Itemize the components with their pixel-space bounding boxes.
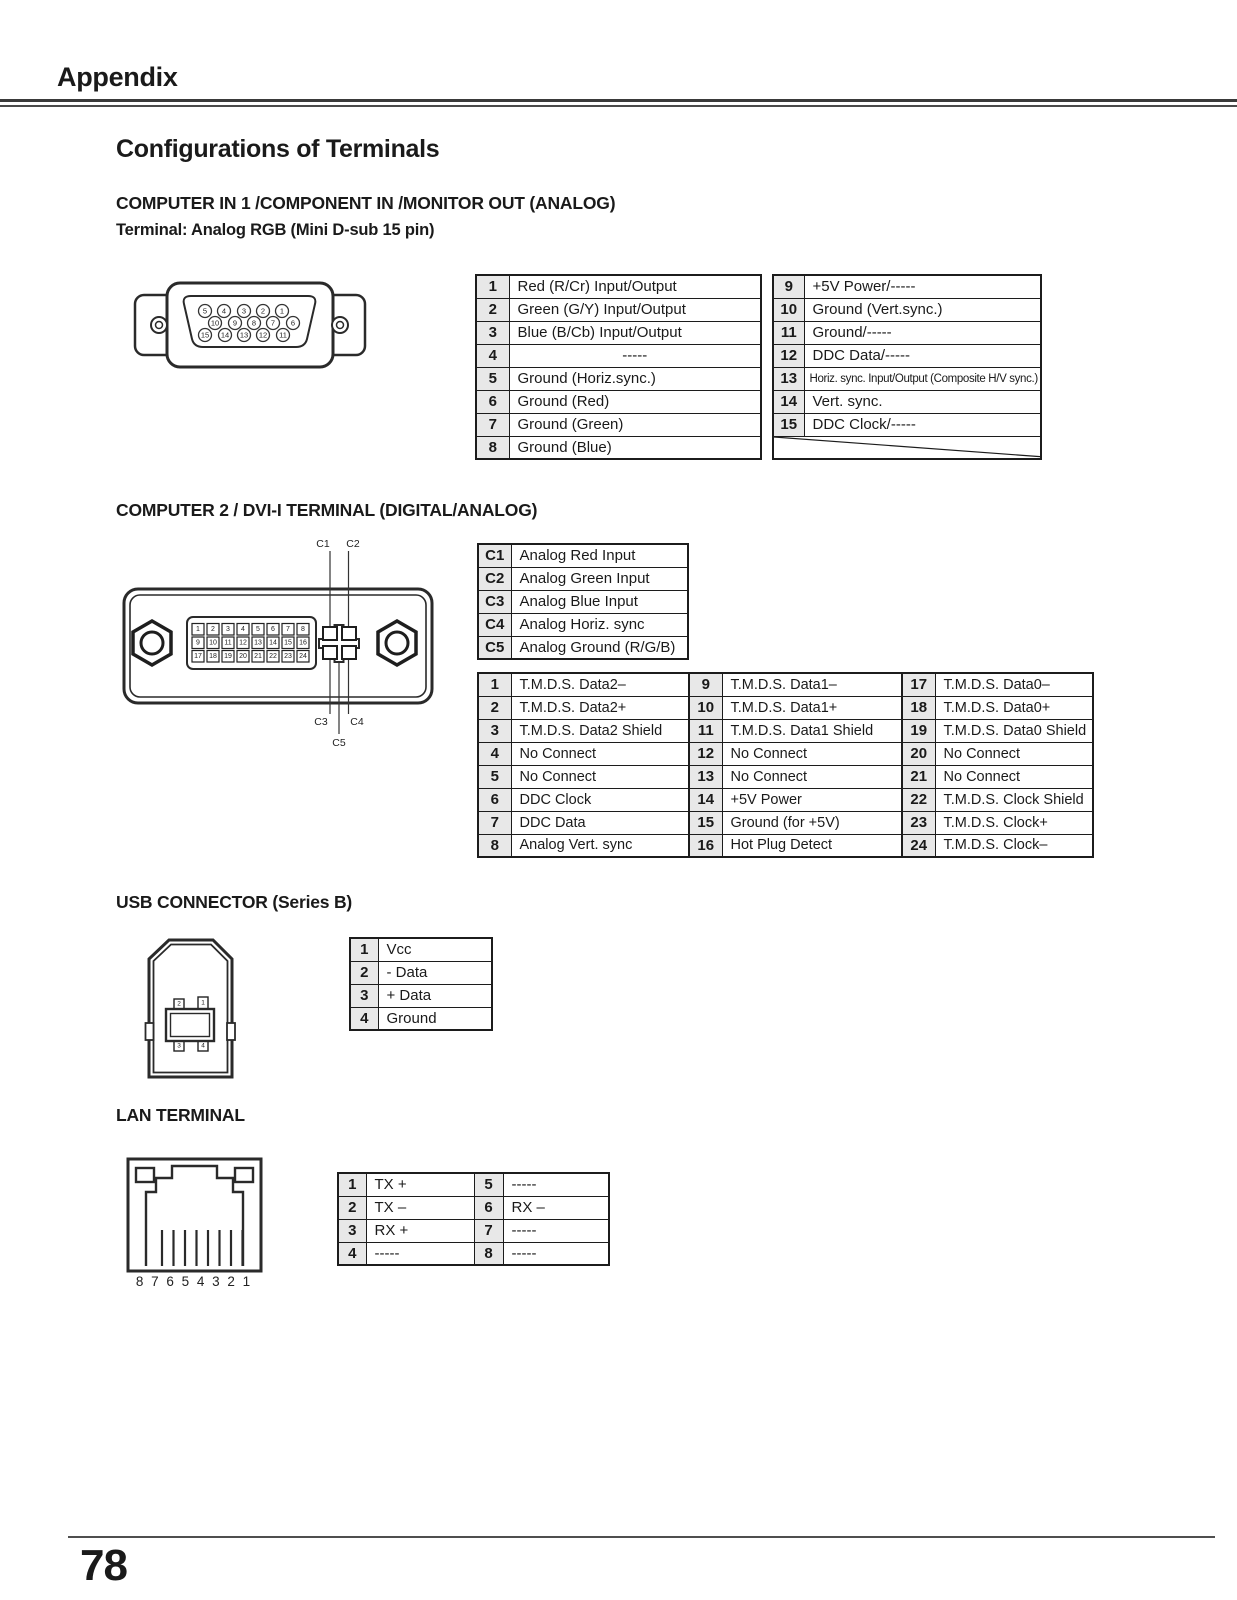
- svg-text:3: 3: [241, 306, 247, 316]
- pin-number: 20: [902, 742, 935, 765]
- table-row: [773, 413, 1041, 436]
- pin-label: Red (R/Cr) Input/Output: [509, 275, 761, 298]
- dsub-table-pins-9-15: [772, 274, 1042, 460]
- svg-text:11: 11: [224, 639, 232, 647]
- pin-label: +5V Power: [722, 788, 902, 811]
- pin-label: Analog Green Input: [511, 567, 688, 590]
- table-row: [478, 544, 688, 567]
- svg-text:14: 14: [269, 639, 277, 647]
- pin-number: 2: [476, 298, 509, 321]
- svg-text:4: 4: [201, 1042, 205, 1050]
- pin-label: Ground/-----: [804, 321, 1041, 344]
- pin-label: Analog Red Input: [511, 544, 688, 567]
- pin-number: 8: [474, 1242, 503, 1265]
- svg-text:1: 1: [196, 626, 200, 633]
- usb-side-notch-left: [146, 1023, 154, 1040]
- usb-side-notch-right: [227, 1023, 235, 1040]
- svg-text:1: 1: [279, 306, 285, 316]
- pin-number: 9: [689, 673, 722, 696]
- table-row-empty: [773, 436, 1041, 459]
- svg-text:1: 1: [201, 999, 205, 1007]
- pin-number: 7: [478, 811, 511, 834]
- dvi-pin-tables: [477, 672, 1094, 858]
- pin-label: Horiz. sync. Input/Output (Composite H/V sync.): [804, 367, 1041, 390]
- page-number: 78: [80, 1541, 127, 1590]
- table-row: [689, 765, 902, 788]
- diagonal-line: [774, 437, 1040, 459]
- table-row: [902, 788, 1093, 811]
- pin-label: T.M.D.S. Data2–: [511, 673, 689, 696]
- dsub-heading: COMPUTER IN 1 /COMPONENT IN /MONITOR OUT (ANALOG): [116, 193, 616, 213]
- pin-label: RX +: [366, 1219, 474, 1242]
- table-row: [338, 1242, 609, 1265]
- pin-label: TX +: [366, 1173, 474, 1196]
- pin-label: -----: [503, 1242, 609, 1265]
- pin-number: 15: [773, 413, 804, 436]
- pin-label: No Connect: [511, 765, 689, 788]
- usb-inner-block-inner: [171, 1014, 210, 1037]
- lan-latch-right: [235, 1168, 253, 1182]
- table-row: [478, 567, 688, 590]
- pin-number: 19: [902, 719, 935, 742]
- pin-number: 6: [474, 1196, 503, 1219]
- table-row: [478, 834, 689, 857]
- pin-number: 5: [476, 367, 509, 390]
- svg-text:4: 4: [241, 626, 245, 633]
- table-row: [478, 673, 689, 696]
- table-row: [478, 636, 688, 659]
- pin-label: No Connect: [935, 765, 1093, 788]
- dsub-table-pins-1-8: [475, 274, 762, 460]
- svg-text:6: 6: [271, 626, 275, 633]
- pin-number: 8: [476, 436, 509, 459]
- pin-label: T.M.D.S. Data0 Shield: [935, 719, 1093, 742]
- svg-text:20: 20: [239, 653, 247, 660]
- table-row: [773, 298, 1041, 321]
- pin-label: DDC Clock: [511, 788, 689, 811]
- pin-number: 9: [773, 275, 804, 298]
- usb-heading: USB CONNECTOR (Series B): [116, 892, 353, 912]
- svg-text:23: 23: [284, 653, 292, 660]
- pin-number: 23: [902, 811, 935, 834]
- table-row: [478, 696, 689, 719]
- header-rule-bottom: [0, 105, 1237, 107]
- pin-label: RX –: [503, 1196, 609, 1219]
- pin-label: T.M.D.S. Clock–: [935, 834, 1093, 857]
- pin-number: 7: [476, 413, 509, 436]
- table-row: [476, 344, 761, 367]
- dvi-connector-drawing: [115, 533, 450, 753]
- pin-label: Ground (Horiz.sync.): [509, 367, 761, 390]
- svg-text:19: 19: [224, 653, 232, 660]
- table-row: [478, 613, 688, 636]
- pin-number: 17: [902, 673, 935, 696]
- pin-number: 16: [689, 834, 722, 857]
- svg-text:21: 21: [254, 653, 262, 660]
- table-row: [476, 390, 761, 413]
- svg-text:9: 9: [196, 639, 200, 647]
- pin-label: Blue (B/Cb) Input/Output: [509, 321, 761, 344]
- pin-number: 4: [338, 1242, 366, 1265]
- table-row: [902, 834, 1093, 857]
- dvi-analog-table: [477, 543, 689, 660]
- pin-number: C2: [478, 567, 511, 590]
- svg-text:12: 12: [258, 330, 268, 340]
- pin-number: 4: [478, 742, 511, 765]
- table-row: [902, 719, 1093, 742]
- pin-number: C3: [478, 590, 511, 613]
- pin-number: 5: [478, 765, 511, 788]
- pin-label: No Connect: [722, 765, 902, 788]
- svg-text:15: 15: [200, 330, 210, 340]
- svg-text:15: 15: [284, 639, 292, 647]
- pin-number: 10: [773, 298, 804, 321]
- table-row: [350, 1007, 492, 1030]
- pin-number: 11: [689, 719, 722, 742]
- pin-number: 3: [478, 719, 511, 742]
- pin-number: 3: [338, 1219, 366, 1242]
- svg-text:14: 14: [220, 330, 230, 340]
- pin-label: T.M.D.S. Data1 Shield: [722, 719, 902, 742]
- svg-text:12: 12: [239, 639, 247, 647]
- pin-label: Vert. sync.: [804, 390, 1041, 413]
- svg-text:5: 5: [202, 306, 208, 316]
- pin-number: 10: [689, 696, 722, 719]
- pin-label: T.M.D.S. Data0–: [935, 673, 1093, 696]
- svg-text:2: 2: [260, 306, 266, 316]
- pin-label: TX –: [366, 1196, 474, 1219]
- table-row: [902, 673, 1093, 696]
- svg-text:2: 2: [177, 1000, 181, 1008]
- table-row: [689, 788, 902, 811]
- pin-label: No Connect: [935, 742, 1093, 765]
- table-row: [338, 1196, 609, 1219]
- pin-number: 1: [338, 1173, 366, 1196]
- pin-number: 13: [689, 765, 722, 788]
- pin-number: 1: [350, 938, 378, 961]
- svg-text:13: 13: [239, 330, 249, 340]
- table-row: [476, 436, 761, 459]
- pin-number: 3: [476, 321, 509, 344]
- pin-number: C5: [478, 636, 511, 659]
- pin-label: Analog Horiz. sync: [511, 613, 688, 636]
- pin-label: DDC Data/-----: [804, 344, 1041, 367]
- svg-text:22: 22: [269, 653, 277, 660]
- table-row: [902, 765, 1093, 788]
- dsub-pin-tables: [475, 274, 1042, 460]
- pin-label: Analog Blue Input: [511, 590, 688, 613]
- pin-label: -----: [366, 1242, 474, 1265]
- table-row: [689, 673, 902, 696]
- pin-number: C4: [478, 613, 511, 636]
- pin-number: 7: [474, 1219, 503, 1242]
- svg-text:13: 13: [254, 639, 262, 647]
- dvi-table-pins-9-16: [688, 672, 903, 858]
- page-title: Configurations of Terminals: [116, 135, 440, 163]
- svg-text:6: 6: [290, 318, 296, 328]
- pin-number: 11: [773, 321, 804, 344]
- pin-number: 15: [689, 811, 722, 834]
- svg-text:10: 10: [209, 639, 217, 647]
- svg-text:C4: C4: [350, 716, 364, 728]
- pin-label: Hot Plug Detect: [722, 834, 902, 857]
- svg-text:3: 3: [226, 626, 230, 633]
- pin-number: C1: [478, 544, 511, 567]
- pin-label: Ground (for +5V): [722, 811, 902, 834]
- svg-text:4: 4: [221, 306, 227, 316]
- pin-number: 8: [478, 834, 511, 857]
- svg-text:7: 7: [286, 626, 290, 633]
- table-row: [689, 811, 902, 834]
- pin-number: 1: [476, 275, 509, 298]
- table-row: [476, 321, 761, 344]
- table-row: [773, 344, 1041, 367]
- table-row: [689, 719, 902, 742]
- table-row: [350, 984, 492, 1007]
- table-row: [350, 938, 492, 961]
- table-row: [773, 321, 1041, 344]
- pin-label: Analog Ground (R/G/B): [511, 636, 688, 659]
- pin-label: T.M.D.S. Data0+: [935, 696, 1093, 719]
- table-row: [773, 390, 1041, 413]
- table-row: [902, 696, 1093, 719]
- table-row: [478, 811, 689, 834]
- table-row: [773, 367, 1041, 390]
- table-row: [338, 1219, 609, 1242]
- empty-cell-diagonal: [773, 436, 1041, 459]
- pin-label: No Connect: [511, 742, 689, 765]
- footer-rule: [68, 1536, 1215, 1538]
- dsub-subheading: Terminal: Analog RGB (Mini D-sub 15 pin): [116, 221, 435, 239]
- svg-text:5: 5: [256, 626, 260, 633]
- table-row: [478, 765, 689, 788]
- pin-label: Ground (Green): [509, 413, 761, 436]
- pin-label: T.M.D.S. Data1+: [722, 696, 902, 719]
- pin-label: T.M.D.S. Data2 Shield: [511, 719, 689, 742]
- table-row: [689, 742, 902, 765]
- pin-label: DDC Data: [511, 811, 689, 834]
- svg-text:11: 11: [279, 330, 287, 340]
- svg-text:17: 17: [194, 653, 202, 660]
- table-row: [350, 961, 492, 984]
- appendix-header: Appendix: [57, 62, 178, 92]
- svg-text:C3: C3: [314, 716, 328, 728]
- pin-label: -----: [503, 1219, 609, 1242]
- pin-number: 3: [350, 984, 378, 1007]
- pin-label: T.M.D.S. Clock+: [935, 811, 1093, 834]
- svg-text:7: 7: [270, 318, 276, 328]
- svg-text:2: 2: [211, 626, 215, 633]
- table-row: [476, 298, 761, 321]
- pin-label: DDC Clock/-----: [804, 413, 1041, 436]
- svg-text:10: 10: [210, 318, 220, 328]
- svg-text:24: 24: [299, 653, 307, 660]
- table-row: [478, 719, 689, 742]
- pin-label: Vcc: [378, 938, 492, 961]
- pin-number: 4: [350, 1007, 378, 1030]
- lan-table: [337, 1172, 610, 1266]
- table-row: [338, 1173, 609, 1196]
- svg-text:3: 3: [177, 1042, 181, 1050]
- pin-label: T.M.D.S. Clock Shield: [935, 788, 1093, 811]
- table-row: [773, 275, 1041, 298]
- pin-label: -----: [503, 1173, 609, 1196]
- pin-label: No Connect: [722, 742, 902, 765]
- pin-number: 5: [474, 1173, 503, 1196]
- pin-number: 12: [689, 742, 722, 765]
- pin-label: Ground: [378, 1007, 492, 1030]
- pin-number: 1: [478, 673, 511, 696]
- table-row: [689, 834, 902, 857]
- pin-label: Ground (Vert.sync.): [804, 298, 1041, 321]
- pin-label: T.M.D.S. Data2+: [511, 696, 689, 719]
- pin-label: T.M.D.S. Data1–: [722, 673, 902, 696]
- pin-number: 6: [476, 390, 509, 413]
- lan-latch-left: [136, 1168, 154, 1182]
- pin-label: +5V Power/-----: [804, 275, 1041, 298]
- table-row: [476, 275, 761, 298]
- pin-number: 13: [773, 367, 804, 390]
- pin-number: 4: [476, 344, 509, 367]
- dvi-heading: COMPUTER 2 / DVI-I TERMINAL (DIGITAL/ANALOG): [116, 500, 538, 520]
- svg-text:8: 8: [301, 626, 305, 633]
- lan-pin-order-label: 8 7 6 5 4 3 2 1: [135, 1274, 253, 1289]
- pin-number: 18: [902, 696, 935, 719]
- pin-number: 6: [478, 788, 511, 811]
- table-row: [902, 811, 1093, 834]
- pin-label: + Data: [378, 984, 492, 1007]
- svg-text:9: 9: [232, 318, 238, 328]
- svg-text:8: 8: [251, 318, 257, 328]
- svg-text:18: 18: [209, 653, 217, 660]
- pin-number: 21: [902, 765, 935, 788]
- lan-connector-drawing: [122, 1152, 267, 1292]
- pin-label: -----: [509, 344, 761, 367]
- usb-connector-drawing: [125, 918, 245, 1083]
- pin-number: 2: [350, 961, 378, 984]
- pin-number: 14: [773, 390, 804, 413]
- vga-connector-drawing: [130, 280, 370, 370]
- pin-number: 22: [902, 788, 935, 811]
- lan-heading: LAN TERMINAL: [116, 1105, 245, 1125]
- pin-number: 2: [478, 696, 511, 719]
- pin-number: 2: [338, 1196, 366, 1219]
- pin-label: Ground (Red): [509, 390, 761, 413]
- table-row: [478, 788, 689, 811]
- svg-text:C2: C2: [346, 538, 360, 550]
- table-row: [476, 367, 761, 390]
- pin-label: Ground (Blue): [509, 436, 761, 459]
- usb-table: [349, 937, 493, 1031]
- pin-number: 14: [689, 788, 722, 811]
- dvi-table-pins-17-24: [901, 672, 1094, 858]
- pin-number: 24: [902, 834, 935, 857]
- table-row: [476, 413, 761, 436]
- table-row: [478, 590, 688, 613]
- table-row: [902, 742, 1093, 765]
- dvi-table-pins-1-8: [477, 672, 690, 858]
- svg-text:16: 16: [299, 639, 307, 647]
- svg-text:C5: C5: [332, 737, 346, 749]
- pin-label: Green (G/Y) Input/Output: [509, 298, 761, 321]
- pin-number: 12: [773, 344, 804, 367]
- table-row: [689, 696, 902, 719]
- table-row: [478, 742, 689, 765]
- pin-label: - Data: [378, 961, 492, 984]
- pin-label: Analog Vert. sync: [511, 834, 689, 857]
- svg-text:C1: C1: [316, 538, 330, 550]
- header-rule-top: [0, 99, 1237, 102]
